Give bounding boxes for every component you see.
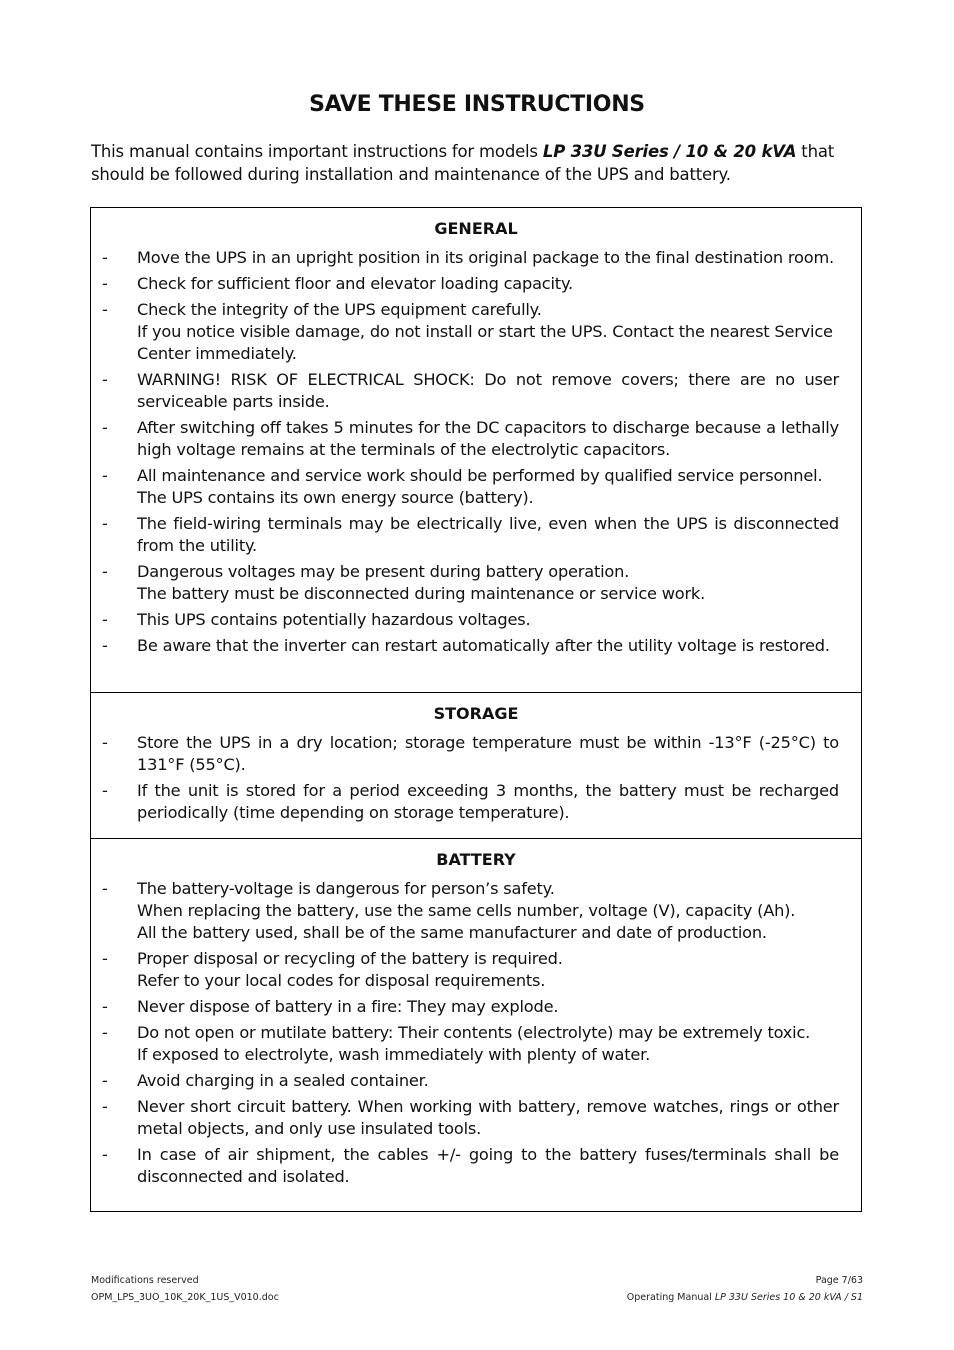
item-text: Never dispose of battery in a fire: They may explode. <box>137 997 559 1016</box>
section-battery <box>90 838 862 1212</box>
footer-manual-prefix: Operating Manual <box>626 1292 715 1303</box>
bullet-dash: - <box>102 997 108 1016</box>
list-item <box>91 996 861 1018</box>
item-text: Move the UPS in an upright position in its original package to the final destination room. <box>137 248 834 267</box>
item-extra-text: If exposed to electrolyte, wash immediately with plenty of water. <box>137 1045 651 1064</box>
intro-text-before: This manual contains important instructions for models <box>91 142 543 161</box>
list-item <box>91 609 861 631</box>
intro-text-after: that should be followed during installation and maintenance of the UPS and battery. <box>91 142 835 184</box>
item-text: This UPS contains potentially hazardous voltages. <box>137 610 531 629</box>
item-list <box>91 878 861 1188</box>
section-storage <box>90 692 862 839</box>
item-text: Never short circuit battery. When working with battery, remove watches, rings or other metal objects, and only use insulated tools. <box>137 1097 839 1138</box>
item-extra-text: All the battery used, shall be of the same manufacturer and date of production. <box>137 923 767 942</box>
list-item <box>91 247 861 269</box>
item-text: Store the UPS in a dry location; storage temperature must be within -13°F (-25°C) to 131°F (55°C). <box>137 733 839 774</box>
item-extra-text: The battery must be disconnected during maintenance or service work. <box>137 584 706 603</box>
list-item <box>91 732 861 776</box>
bullet-dash: - <box>102 514 108 533</box>
page-title: SAVE THESE INSTRUCTIONS <box>309 92 645 117</box>
item-text: If the unit is stored for a period exceeding 3 months, the battery must be recharged periodically (time depending on storage temperature). <box>137 781 839 822</box>
bullet-dash: - <box>102 1097 108 1116</box>
bullet-dash: - <box>102 636 108 655</box>
bullet-dash: - <box>102 248 108 267</box>
footer-manual-model: LP 33U Series 10 & 20 kVA / S1 <box>714 1292 863 1303</box>
bullet-dash: - <box>102 300 108 319</box>
bullet-dash: - <box>102 1071 108 1090</box>
list-item <box>91 299 861 365</box>
bullet-dash: - <box>102 949 108 968</box>
footer-manual-title <box>627 1292 863 1303</box>
list-item <box>91 273 861 295</box>
list-item <box>91 1144 861 1188</box>
item-text: The battery-voltage is dangerous for person’s safety. <box>137 879 555 898</box>
item-list <box>91 732 861 824</box>
bullet-dash: - <box>102 610 108 629</box>
footer-modifications: Modifications reserved <box>91 1275 199 1286</box>
intro-model-name: LP 33U Series / 10 & 20 kVA <box>542 142 797 161</box>
item-text: Proper disposal or recycling of the battery is required. <box>137 949 563 968</box>
item-list <box>91 247 861 657</box>
bullet-dash: - <box>102 370 108 389</box>
item-text: Dangerous voltages may be present during battery operation. <box>137 562 630 581</box>
section-title: BATTERY <box>436 850 516 869</box>
list-item <box>91 561 861 605</box>
list-item <box>91 878 861 944</box>
section-general <box>90 207 862 693</box>
bullet-dash: - <box>102 274 108 293</box>
bullet-dash: - <box>102 1023 108 1042</box>
section-title: STORAGE <box>433 704 519 723</box>
bullet-dash: - <box>102 562 108 581</box>
list-item <box>91 1096 861 1140</box>
footer-page-number: Page 7/63 <box>815 1275 863 1286</box>
bullet-dash: - <box>102 781 108 800</box>
bullet-dash: - <box>102 1145 108 1164</box>
item-text: WARNING! RISK OF ELECTRICAL SHOCK: Do not remove covers; there are no user serviceable parts inside. <box>137 370 839 411</box>
list-item <box>91 465 861 509</box>
item-text: Check the integrity of the UPS equipment carefully. <box>137 300 542 319</box>
bullet-dash: - <box>102 879 108 898</box>
item-text: All maintenance and service work should be performed by qualified service personnel. <box>137 466 823 485</box>
item-text: Check for sufficient floor and elevator loading capacity. <box>137 274 573 293</box>
item-extra-text: Refer to your local codes for disposal requirements. <box>137 971 546 990</box>
list-item <box>91 780 861 824</box>
item-extra-text: The UPS contains its own energy source (battery). <box>137 488 534 507</box>
list-item <box>91 369 861 413</box>
intro-paragraph <box>91 140 863 186</box>
footer-filename: OPM_LPS_3UO_10K_20K_1US_V010.doc <box>91 1292 279 1303</box>
section-title: GENERAL <box>434 219 518 238</box>
bullet-dash: - <box>102 466 108 485</box>
item-extra-text: When replacing the battery, use the same cells number, voltage (V), capacity (Ah). <box>137 901 796 920</box>
list-item <box>91 948 861 992</box>
list-item <box>91 1070 861 1092</box>
item-text: Be aware that the inverter can restart automatically after the utility voltage is restored. <box>137 636 830 655</box>
list-item <box>91 417 861 461</box>
item-text: The field-wiring terminals may be electrically live, even when the UPS is disconnected from the utility. <box>137 514 839 555</box>
item-extra-text: If you notice visible damage, do not install or start the UPS. Contact the nearest Service Center immediately. <box>137 322 833 363</box>
list-item <box>91 635 861 657</box>
item-text: In case of air shipment, the cables +/- going to the battery fuses/terminals shall be disconnected and isolated. <box>137 1145 839 1186</box>
bullet-dash: - <box>102 418 108 437</box>
bullet-dash: - <box>102 733 108 752</box>
item-text: Avoid charging in a sealed container. <box>137 1071 429 1090</box>
list-item <box>91 513 861 557</box>
item-text: After switching off takes 5 minutes for the DC capacitors to discharge because a lethally high voltage remains at the terminals of the electrolytic capacitors. <box>137 418 839 459</box>
item-text: Do not open or mutilate battery: Their contents (electrolyte) may be extremely toxic. <box>137 1023 811 1042</box>
list-item <box>91 1022 861 1066</box>
